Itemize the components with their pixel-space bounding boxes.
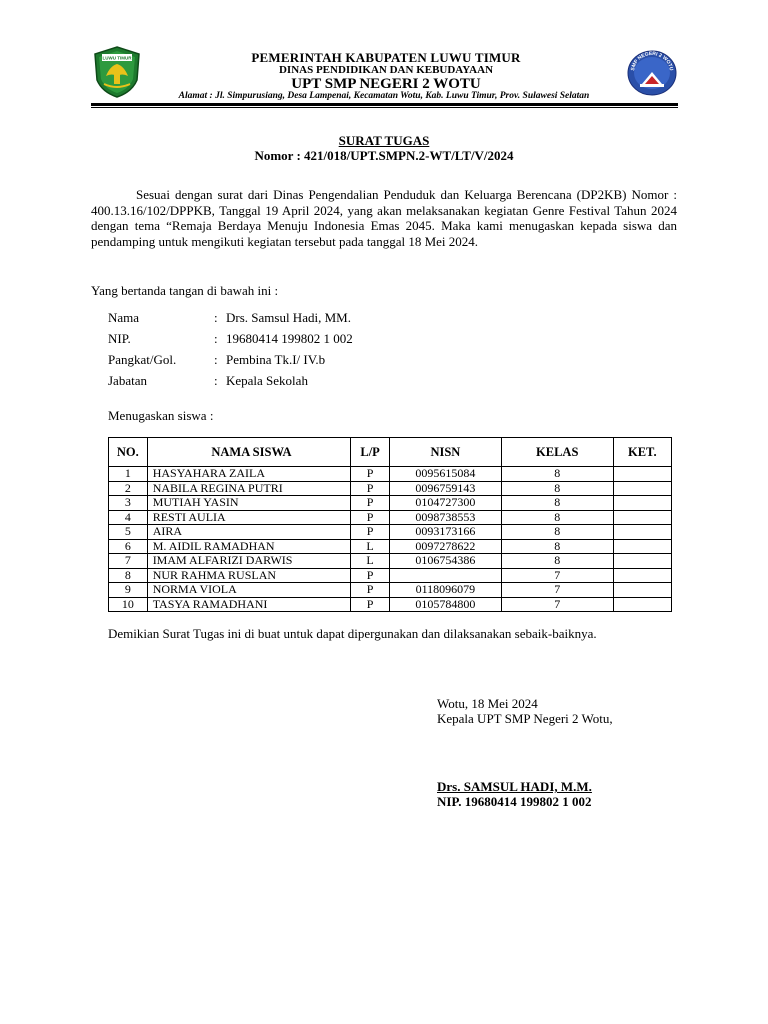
school-logo-text: SMP NEGERI 2 WOTU xyxy=(630,50,674,72)
row-class: 8 xyxy=(501,525,613,540)
row-no: 6 xyxy=(109,539,148,554)
signer-name-value: Drs. Samsul Hadi, MM. xyxy=(226,310,351,325)
signer-intro: Yang bertanda tangan di bawah ini : xyxy=(91,283,279,298)
row-nisn: 0095615084 xyxy=(389,467,501,482)
signer-rank-colon: : xyxy=(214,352,218,367)
row-gender: P xyxy=(351,525,390,540)
row-gender: L xyxy=(351,539,390,554)
signer-name-label: Nama xyxy=(108,310,140,325)
table-row xyxy=(109,496,672,511)
students-table xyxy=(108,437,672,612)
header-government: PEMERINTAH KABUPATEN LUWU TIMUR xyxy=(251,50,521,65)
signer-rank-value: Pembina Tk.I/ IV.b xyxy=(226,352,326,367)
table-row xyxy=(109,481,672,496)
table-header-row xyxy=(109,438,672,467)
row-name: NABILA REGINA PUTRI xyxy=(147,481,351,496)
row-notes xyxy=(613,496,671,511)
row-name: NUR RAHMA RUSLAN xyxy=(147,568,351,583)
signer-rank-label: Pangkat/Gol. xyxy=(108,352,177,367)
signature-position: Kepala UPT SMP Negeri 2 Wotu, xyxy=(437,711,613,726)
row-class: 8 xyxy=(501,539,613,554)
row-nisn: 0096759143 xyxy=(389,481,501,496)
table-row xyxy=(109,568,672,583)
row-class: 8 xyxy=(501,554,613,569)
assign-label: Menugaskan siswa : xyxy=(108,408,214,423)
row-notes xyxy=(613,568,671,583)
header-nisn: NISN xyxy=(389,438,501,467)
closing-paragraph: Demikian Surat Tugas ini di buat untuk dapat dipergunakan dan dilaksanakan sebaik-baiknya. xyxy=(108,626,597,641)
table-row xyxy=(109,525,672,540)
row-no: 1 xyxy=(109,467,148,482)
row-nisn: 0106754386 xyxy=(389,554,501,569)
row-gender: P xyxy=(351,568,390,583)
signer-name-colon: : xyxy=(214,310,218,325)
table-row xyxy=(109,467,672,482)
row-gender: L xyxy=(351,554,390,569)
row-notes xyxy=(613,554,671,569)
row-no: 2 xyxy=(109,481,148,496)
row-gender: P xyxy=(351,481,390,496)
row-notes xyxy=(613,539,671,554)
row-class: 7 xyxy=(501,583,613,598)
signature-nip: NIP. 19680414 199802 1 002 xyxy=(437,794,592,809)
row-nisn: 0098738553 xyxy=(389,510,501,525)
row-notes xyxy=(613,510,671,525)
row-name: TASYA RAMADHANI xyxy=(147,597,351,612)
row-gender: P xyxy=(351,597,390,612)
row-name: NORMA VIOLA xyxy=(147,583,351,598)
signer-position-value: Kepala Sekolah xyxy=(226,373,308,388)
header-no: NO. xyxy=(109,438,148,467)
header-gender: L/P xyxy=(351,438,390,467)
district-logo-text: LUWU TIMUR xyxy=(102,55,132,61)
row-nisn: 0093173166 xyxy=(389,525,501,540)
table-row xyxy=(109,539,672,554)
row-class: 8 xyxy=(501,481,613,496)
table-row xyxy=(109,583,672,598)
signature-name: Drs. SAMSUL HADI, M.M. xyxy=(437,779,592,794)
row-no: 8 xyxy=(109,568,148,583)
table-row xyxy=(109,510,672,525)
row-notes xyxy=(613,467,671,482)
header-rule-thin xyxy=(91,107,678,108)
header-class: KELAS xyxy=(501,438,613,467)
signer-nip-colon: : xyxy=(214,331,218,346)
row-nisn xyxy=(389,568,501,583)
row-class: 7 xyxy=(501,568,613,583)
row-no: 7 xyxy=(109,554,148,569)
signature-place-date: Wotu, 18 Mei 2024 xyxy=(437,696,538,711)
row-notes xyxy=(613,525,671,540)
header-rule-thick xyxy=(91,103,678,106)
row-nisn: 0097278622 xyxy=(389,539,501,554)
header-name: NAMA SISWA xyxy=(147,438,351,467)
row-nisn: 0104727300 xyxy=(389,496,501,511)
row-name: RESTI AULIA xyxy=(147,510,351,525)
row-name: HASYAHARA ZAILA xyxy=(147,467,351,482)
row-no: 3 xyxy=(109,496,148,511)
letter-number: Nomor : 421/018/UPT.SMPN.2-WT/LT/V/2024 xyxy=(254,148,514,163)
row-class: 7 xyxy=(501,597,613,612)
signer-nip-label: NIP. xyxy=(108,331,131,346)
signer-position-colon: : xyxy=(214,373,218,388)
row-name: MUTIAH YASIN xyxy=(147,496,351,511)
letter-title: SURAT TUGAS xyxy=(338,133,430,148)
row-no: 5 xyxy=(109,525,148,540)
row-gender: P xyxy=(351,510,390,525)
row-class: 8 xyxy=(501,510,613,525)
signer-position-label: Jabatan xyxy=(108,373,147,388)
row-notes xyxy=(613,597,671,612)
row-no: 10 xyxy=(109,597,148,612)
row-gender: P xyxy=(351,496,390,511)
row-notes xyxy=(613,583,671,598)
row-no: 9 xyxy=(109,583,148,598)
row-gender: P xyxy=(351,583,390,598)
row-class: 8 xyxy=(501,467,613,482)
table-row xyxy=(109,554,672,569)
row-nisn: 0118096079 xyxy=(389,583,501,598)
row-gender: P xyxy=(351,467,390,482)
row-notes xyxy=(613,481,671,496)
row-nisn: 0105784800 xyxy=(389,597,501,612)
header-department: DINAS PENDIDIKAN DAN KEBUDAYAAN xyxy=(278,64,494,76)
opening-paragraph: Sesuai dengan surat dari Dinas Pengendalian Penduduk dan Keluarga Berencana (DP2KB) Nomor : 400.13.16/102/DPPKB, Tanggal 19 April 2024, yang akan melaksanakan kegiatan Genre Festival Tahun 2024 dengan tema “Remaja Berdaya Menuju Indonesia Emas 2045. Maka kami menugaskan kepada siswa dan pendamping untuk mengikuti kegiatan tersebut pada tanggal 18 Mei 2024. xyxy=(91,187,677,249)
header-notes: KET. xyxy=(613,438,671,467)
signer-nip-value: 19680414 199802 1 002 xyxy=(226,331,353,346)
row-name: IMAM ALFARIZI DARWIS xyxy=(147,554,351,569)
row-name: AIRA xyxy=(147,525,351,540)
row-no: 4 xyxy=(109,510,148,525)
header-address: Alamat : Jl. Simpurusiang, Desa Lampenai, Kecamatan Wotu, Kab. Luwu Timur, Prov. Sulawesi Selatan xyxy=(178,91,590,101)
table-row xyxy=(109,597,672,612)
header-school-name: UPT SMP NEGERI 2 WOTU xyxy=(291,76,481,92)
row-name: M. AIDIL RAMADHAN xyxy=(147,539,351,554)
row-class: 8 xyxy=(501,496,613,511)
